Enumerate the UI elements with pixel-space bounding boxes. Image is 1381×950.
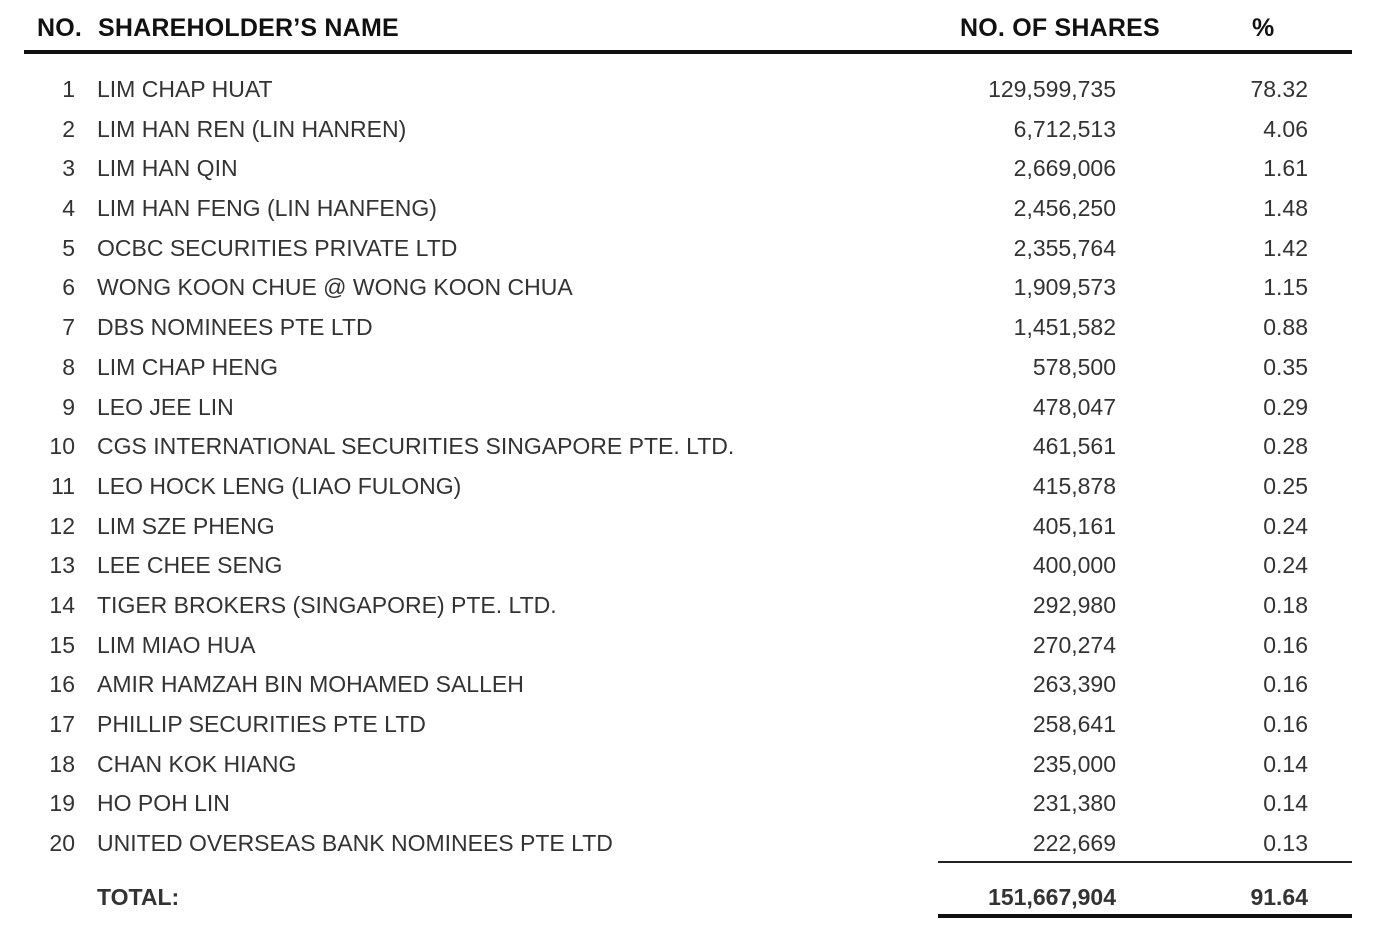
table-row	[0, 745, 1381, 785]
row-no: 15	[49, 631, 75, 658]
total-percent: 91.64	[1250, 884, 1308, 910]
row-no-of-shares: 235,000	[1032, 750, 1116, 777]
row-no: 7	[62, 314, 75, 341]
row-shareholder-name: LIM CHAP HENG	[97, 353, 279, 380]
row-shareholder-name: LIM SZE PHENG	[97, 512, 275, 539]
table-row	[0, 388, 1381, 428]
row-no: 4	[62, 195, 75, 222]
table-row	[0, 626, 1381, 666]
table-row	[0, 149, 1381, 189]
row-percent: 1.15	[1263, 274, 1308, 301]
row-no: 18	[49, 750, 75, 777]
row-no: 16	[49, 671, 75, 698]
table-row	[0, 507, 1381, 547]
row-shareholder-name: LIM MIAO HUA	[97, 631, 256, 658]
header-rule	[24, 50, 1352, 54]
row-percent: 1.42	[1263, 234, 1308, 261]
row-no-of-shares: 292,980	[1032, 591, 1116, 618]
row-percent: 0.29	[1263, 393, 1308, 420]
row-shareholder-name: LIM HAN QIN	[97, 155, 238, 182]
table-row	[0, 467, 1381, 507]
header-shareholder-name: SHAREHOLDER’S NAME	[98, 14, 399, 42]
row-no: 20	[49, 830, 75, 857]
row-no-of-shares: 578,500	[1032, 353, 1116, 380]
row-percent: 0.13	[1263, 830, 1308, 857]
row-no: 5	[62, 234, 75, 261]
total-rule-bottom	[938, 914, 1352, 918]
row-percent: 1.61	[1263, 155, 1308, 182]
row-percent: 78.32	[1250, 76, 1308, 102]
row-percent: 4.06	[1263, 115, 1308, 142]
table-row	[0, 110, 1381, 150]
total-no-of-shares: 151,667,904	[988, 884, 1116, 910]
table-row	[0, 308, 1381, 348]
table-row	[0, 427, 1381, 467]
table-row	[0, 546, 1381, 586]
row-percent: 0.16	[1263, 631, 1308, 658]
table-row	[0, 824, 1381, 864]
row-no: 10	[49, 433, 75, 460]
row-no-of-shares: 270,274	[1032, 631, 1116, 658]
row-no-of-shares: 258,641	[1032, 711, 1116, 737]
table-row	[0, 705, 1381, 745]
row-percent: 0.35	[1263, 353, 1308, 380]
table-row	[0, 229, 1381, 269]
row-percent: 0.14	[1263, 750, 1308, 777]
row-percent: 0.24	[1263, 552, 1308, 579]
row-shareholder-name: LEO JEE LIN	[97, 393, 234, 420]
row-no-of-shares: 415,878	[1032, 472, 1116, 499]
total-rule-top	[938, 861, 1352, 863]
row-no: 8	[62, 353, 75, 380]
row-no-of-shares: 263,390	[1032, 671, 1116, 698]
row-shareholder-name: HO POH LIN	[97, 790, 230, 817]
row-no: 14	[49, 591, 75, 618]
row-no-of-shares: 478,047	[1032, 393, 1116, 420]
row-no-of-shares: 6,712,513	[1013, 115, 1116, 142]
row-no-of-shares: 461,561	[1032, 433, 1116, 460]
row-no-of-shares: 2,669,006	[1013, 155, 1116, 182]
total-row	[0, 878, 1381, 914]
table-body	[0, 70, 1381, 864]
header-no-of-shares: NO. OF SHARES	[960, 14, 1160, 42]
row-no: 2	[62, 115, 75, 142]
header-percent: %	[1252, 14, 1275, 42]
row-shareholder-name: LIM HAN REN (LIN HANREN)	[97, 115, 407, 142]
row-shareholder-name: TIGER BROKERS (SINGAPORE) PTE. LTD.	[97, 591, 557, 618]
row-percent: 0.16	[1263, 711, 1308, 737]
row-percent: 0.25	[1263, 472, 1308, 499]
row-no-of-shares: 2,456,250	[1013, 195, 1116, 222]
row-no-of-shares: 231,380	[1032, 790, 1116, 817]
row-no-of-shares: 2,355,764	[1013, 234, 1116, 261]
table-row	[0, 70, 1381, 110]
row-percent: 0.28	[1263, 433, 1308, 460]
row-shareholder-name: CGS INTERNATIONAL SECURITIES SINGAPORE PTE. LTD.	[97, 433, 735, 460]
row-shareholder-name: WONG KOON CHUE @ WONG KOON CHUA	[97, 274, 573, 301]
row-shareholder-name: LEO HOCK LENG (LIAO FULONG)	[97, 472, 462, 499]
table-row	[0, 665, 1381, 705]
row-no: 9	[62, 393, 75, 420]
row-no: 3	[62, 155, 75, 182]
table-row	[0, 348, 1381, 388]
row-no-of-shares: 222,669	[1032, 830, 1116, 857]
row-shareholder-name: AMIR HAMZAH BIN MOHAMED SALLEH	[97, 671, 524, 698]
table-row	[0, 268, 1381, 308]
total-label: TOTAL:	[97, 884, 180, 910]
row-no-of-shares: 400,000	[1032, 552, 1116, 579]
row-no: 11	[51, 472, 75, 499]
row-shareholder-name: CHAN KOK HIANG	[97, 750, 297, 777]
row-no: 17	[49, 711, 75, 737]
row-percent: 1.48	[1263, 195, 1308, 222]
row-shareholder-name: OCBC SECURITIES PRIVATE LTD	[97, 234, 458, 261]
row-percent: 0.16	[1263, 671, 1308, 698]
row-no-of-shares: 1,451,582	[1013, 314, 1116, 341]
row-no: 13	[49, 552, 75, 579]
table-header	[24, 0, 1352, 54]
row-shareholder-name: LIM CHAP HUAT	[97, 76, 273, 102]
row-no: 12	[49, 512, 75, 539]
row-no: 1	[62, 76, 75, 102]
header-no: NO.	[37, 14, 83, 42]
table-row	[0, 586, 1381, 626]
row-no-of-shares: 129,599,735	[988, 76, 1116, 102]
row-no-of-shares: 1,909,573	[1013, 274, 1116, 301]
table-row	[0, 189, 1381, 229]
row-percent: 0.14	[1263, 790, 1308, 817]
row-percent: 0.18	[1263, 591, 1308, 618]
row-no-of-shares: 405,161	[1032, 512, 1116, 539]
row-shareholder-name: UNITED OVERSEAS BANK NOMINEES PTE LTD	[97, 830, 613, 857]
row-shareholder-name: LIM HAN FENG (LIN HANFENG)	[97, 195, 437, 222]
row-shareholder-name: PHILLIP SECURITIES PTE LTD	[97, 711, 426, 737]
row-no: 19	[49, 790, 75, 817]
row-percent: 0.88	[1263, 314, 1308, 341]
row-no: 6	[62, 274, 75, 301]
table-row	[0, 784, 1381, 824]
row-shareholder-name: DBS NOMINEES PTE LTD	[97, 314, 373, 341]
row-shareholder-name: LEE CHEE SENG	[97, 552, 283, 579]
row-percent: 0.24	[1263, 512, 1308, 539]
